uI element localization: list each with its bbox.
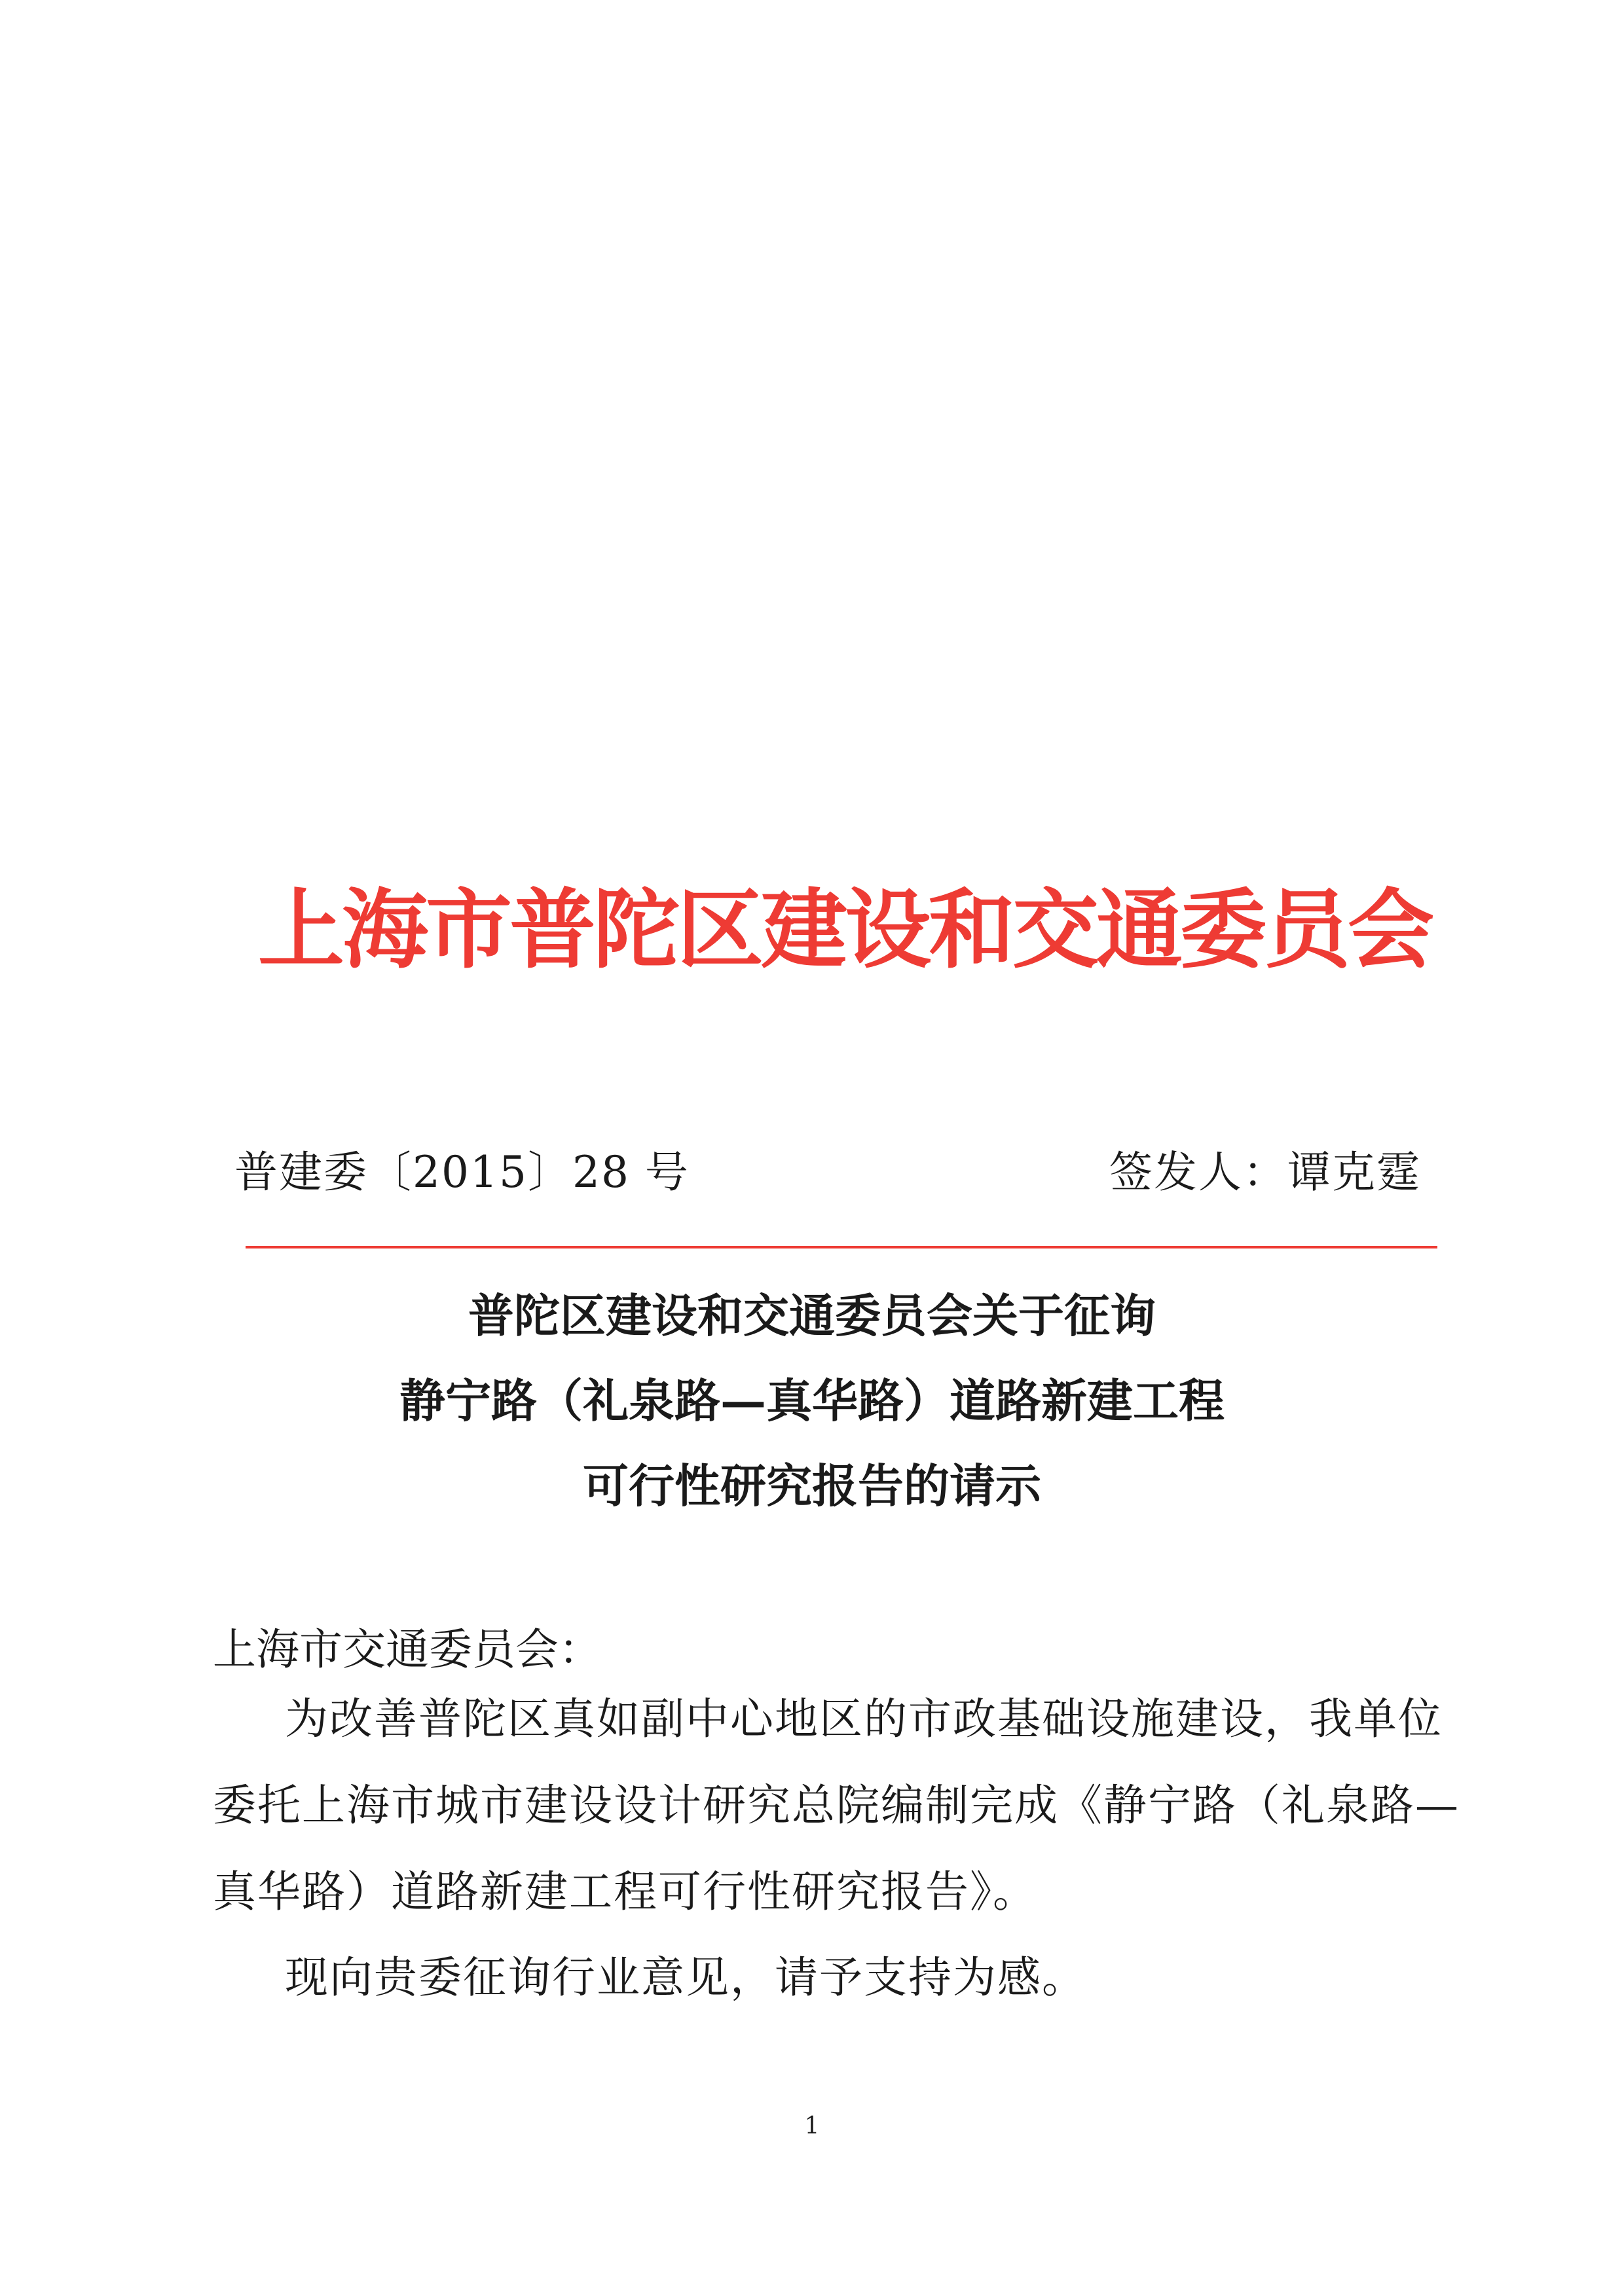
title-line-1: 普陀区建设和交通委员会关于征询 xyxy=(468,1288,1156,1343)
document-number: 普建委〔2015〕28 号 xyxy=(234,1147,690,1197)
body-line: 为改善普陀区真如副中心地区的市政基础设施建设，我单位 xyxy=(285,1694,1443,1744)
body-line: 现向贵委征询行业意见，请予支持为感。 xyxy=(285,1952,1086,2003)
title-line-3: 可行性研究报告的请示 xyxy=(583,1459,1041,1513)
issuer-signature: 签发人：谭克霆 xyxy=(1109,1147,1421,1197)
addressee: 上海市交通委员会： xyxy=(213,1624,602,1675)
page-number: 1 xyxy=(804,2113,820,2140)
body-line: 真华路）道路新建工程可行性研究报告》。 xyxy=(213,1867,1037,1917)
title-line-2: 静宁路（礼泉路—真华路）道路新建工程 xyxy=(399,1374,1225,1428)
red-divider-line xyxy=(246,1246,1437,1248)
body-paragraph-2 xyxy=(213,1935,1431,2021)
masthead-title: 上海市普陀区建设和交通委员会 xyxy=(258,880,1431,981)
body-paragraph-1 xyxy=(213,1676,1460,1935)
document-title xyxy=(223,1273,1401,1529)
body-line: 委托上海市城市建设设计研究总院编制完成《静宁路（礼泉路— xyxy=(213,1780,1460,1831)
